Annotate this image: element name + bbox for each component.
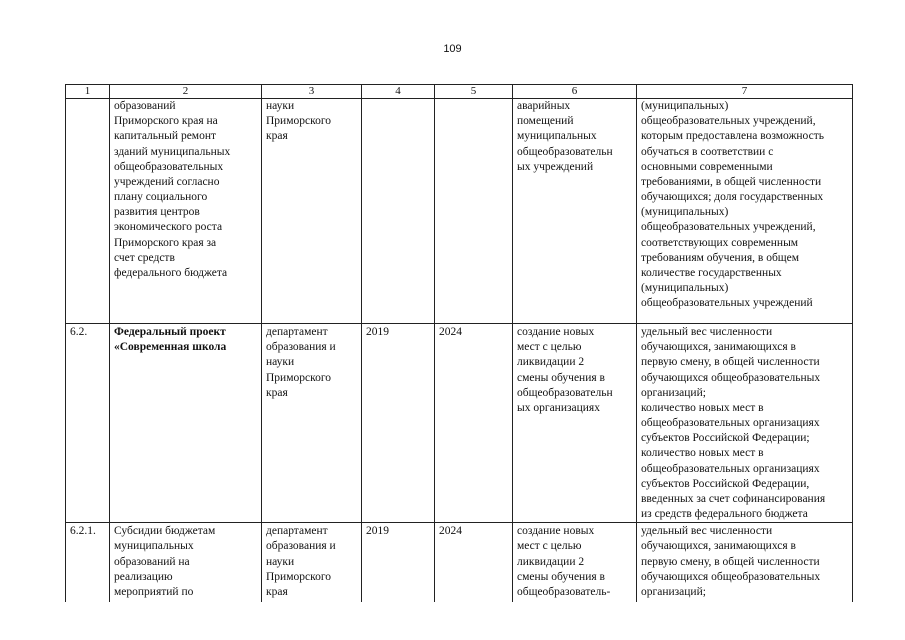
indicators: удельный вес численности обучающихся, занимающихся в первую смену, в общей численности обучающихся общеобразовательных организаций; количество новых мест в общеобразовательных организациях субъектов Российской Федерации; количество новых мест в общеобразовательных организациях субъектов Российской Федерации, введенных за счет софинансирования из средств федерального бюджета xyxy=(637,324,853,523)
header-col-6: 6 xyxy=(513,85,637,99)
header-col-5: 5 xyxy=(435,85,513,99)
row-number: 6.2.1. xyxy=(66,523,110,603)
row-number xyxy=(66,99,110,324)
measure-name: Федеральный проект «Современная школа xyxy=(110,324,262,523)
header-row xyxy=(66,85,853,99)
start-year: 2019 xyxy=(362,523,435,603)
header-col-7: 7 xyxy=(637,85,853,99)
start-year xyxy=(362,99,435,324)
table-row xyxy=(66,99,853,324)
header-col-4: 4 xyxy=(362,85,435,99)
end-year: 2024 xyxy=(435,523,513,603)
executor: науки Приморского края xyxy=(262,99,362,324)
measure-name: образований Приморского края на капитальный ремонт зданий муниципальных общеобразовательных учреждений согласно плану социального развития центров экономического роста Приморского края за счет средств федерального бюджета xyxy=(110,99,262,324)
end-year xyxy=(435,99,513,324)
header-col-3: 3 xyxy=(262,85,362,99)
indicators: (муниципальных) общеобразовательных учреждений, которым предоставлена возможность обучаться в соответствии с основными современными требованиями, в общей численности обучающихся; доля государственных (муниципальных) общеобразовательных учреждений, соответствующих современным требованиям обучения, в общем количестве государственных (муниципальных) общеобразовательных учреждений xyxy=(637,99,853,324)
program-table xyxy=(65,84,853,602)
executor: департамент образования и науки Приморского края xyxy=(262,324,362,523)
expected-result: создание новых мест с целью ликвидации 2 смены обучения в общеобразовательн ых организациях xyxy=(513,324,637,523)
header-col-2: 2 xyxy=(110,85,262,99)
table-row xyxy=(66,523,853,603)
page-number: 109 xyxy=(443,43,462,55)
expected-result: создание новых мест с целью ликвидации 2 смены обучения в общеобразователь- xyxy=(513,523,637,603)
expected-result: аварийных помещений муниципальных общеобразовательн ых учреждений xyxy=(513,99,637,324)
row-number: 6.2. xyxy=(66,324,110,523)
end-year: 2024 xyxy=(435,324,513,523)
table-row xyxy=(66,324,853,523)
measure-name: Субсидии бюджетам муниципальных образований на реализацию мероприятий по xyxy=(110,523,262,603)
executor: департамент образования и науки Приморского края xyxy=(262,523,362,603)
start-year: 2019 xyxy=(362,324,435,523)
indicators: удельный вес численности обучающихся, занимающихся в первую смену, в общей численности обучающихся общеобразовательных организаций; xyxy=(637,523,853,603)
header-col-1: 1 xyxy=(66,85,110,99)
